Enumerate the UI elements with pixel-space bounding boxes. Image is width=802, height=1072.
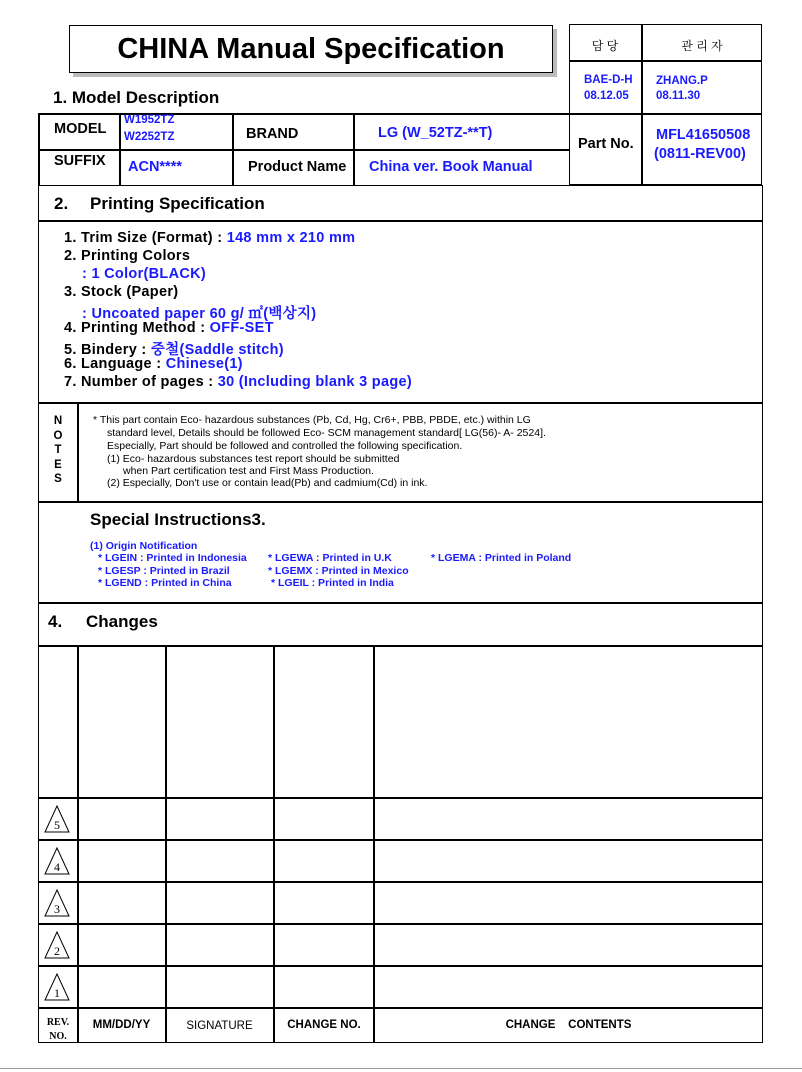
model-value-1: W1952TZ — [124, 114, 175, 126]
notes-line-4: (1) Eco- hazardous substances test report should be submitted — [107, 453, 400, 465]
part-no-label: Part No. — [578, 136, 634, 152]
spec-bindery: 5. Bindery : 중철(Saddle stitch) — [64, 342, 284, 358]
suffix-label: SUFFIX — [54, 153, 106, 169]
origin-lgesp: * LGESP : Printed in Brazil — [98, 565, 230, 577]
revision-triangle-1 — [43, 972, 71, 1002]
notes-side-label: N O T E S — [53, 415, 63, 485]
footer-change-contents: CHANGE CONTENTS — [505, 1019, 632, 1031]
revision-number: 5 — [54, 818, 60, 832]
origin-lgemx: * LGEMX : Printed in Mexico — [268, 565, 409, 577]
notes-line-6: (2) Especially, Don't use or contain lead(Pb) and cadmium(Cd) in ink. — [107, 477, 428, 489]
brand-value: LG (W_52TZ-**T) — [378, 125, 493, 141]
revision-triangle-5 — [43, 804, 71, 834]
spec-printing-colors: 2. Printing Colors — [64, 248, 191, 264]
approval-col2-date: 08.11.30 — [656, 90, 701, 102]
brand-label: BRAND — [246, 126, 299, 142]
footer-change-no: CHANGE NO. — [287, 1019, 361, 1031]
origin-lgeil: * LGEIL : Printed in India — [271, 577, 394, 589]
spec-number-of-pages: 7. Number of pages : 30 (Including blank 3 page) — [64, 374, 412, 390]
page-title: CHINA Manual Specification — [69, 25, 553, 73]
origin-lgend: * LGEND : Printed in China — [98, 577, 232, 589]
approval-col1-date: 08.12.05 — [584, 90, 629, 102]
spec-colors-value: : 1 Color(BLACK) — [82, 266, 207, 282]
suffix-value: ACN**** — [128, 159, 182, 175]
part-no-rev: (0811-REV00) — [654, 146, 746, 162]
model-value-2: W2252TZ — [124, 131, 175, 143]
revision-number: 3 — [54, 902, 60, 916]
revision-number: 2 — [54, 944, 60, 958]
part-no-value: MFL41650508 — [656, 127, 751, 143]
approval-col2-label: 관 리 자 — [681, 39, 723, 53]
notes-line-2: standard level, Details should be followed Eco- SCM management standard[ LG(56)- A- 2524]. — [107, 427, 546, 439]
footer-signature: SIGNATURE — [186, 1020, 253, 1032]
spec-trim-size: 1. Trim Size (Format) : 148 mm x 210 mm — [64, 230, 356, 246]
notes-line-5: when Part certification test and First Mass Production. — [123, 465, 374, 477]
product-name-label: Product Name — [248, 159, 347, 175]
footer-date: MM/DD/YY — [92, 1019, 151, 1031]
notes-line-3: Especially, Part should be followed and controlled the following specification. — [107, 440, 463, 452]
spec-language: 6. Language : Chinese(1) — [64, 356, 243, 372]
model-description-heading: 1. Model Description — [53, 88, 220, 107]
model-label: MODEL — [54, 121, 107, 137]
approval-col1-label: 담 당 — [591, 39, 619, 53]
product-name-value: China ver. Book Manual — [369, 159, 533, 175]
revision-number: 4 — [54, 860, 60, 874]
changes-heading-num: 4. — [48, 612, 63, 631]
spec-printing-method: 4. Printing Method : OFF-SET — [64, 320, 274, 336]
revision-number: 1 — [54, 986, 60, 1000]
origin-title: (1) Origin Notification — [90, 540, 198, 552]
notes-line-1: * This part contain Eco- hazardous substances (Pb, Cd, Hg, Cr6+, PBB, PBDE, etc.) within LG — [93, 414, 531, 426]
spec-stock-value: : Uncoated paper 60 g/ ㎡(백상지) — [82, 306, 317, 322]
origin-lgein: * LGEIN : Printed in Indonesia — [98, 552, 247, 564]
revision-triangle-2 — [43, 930, 71, 960]
revision-triangle-4 — [43, 846, 71, 876]
approval-col1-name: BAE-D-H — [584, 74, 633, 86]
footer-rev-no: REV. NO. — [46, 1017, 70, 1042]
spec-stock: 3. Stock (Paper) — [64, 284, 179, 300]
special-heading: Special Instructions3. — [90, 510, 266, 529]
revision-triangle-3 — [43, 888, 71, 918]
approval-col2-name: ZHANG.P — [656, 75, 708, 87]
printing-heading-num: 2. — [54, 194, 69, 213]
changes-heading: Changes — [86, 612, 158, 631]
printing-heading: Printing Specification — [90, 194, 265, 213]
origin-lgewa: * LGEWA : Printed in U.K — [268, 552, 392, 564]
origin-lgema: * LGEMA : Printed in Poland — [431, 552, 572, 564]
